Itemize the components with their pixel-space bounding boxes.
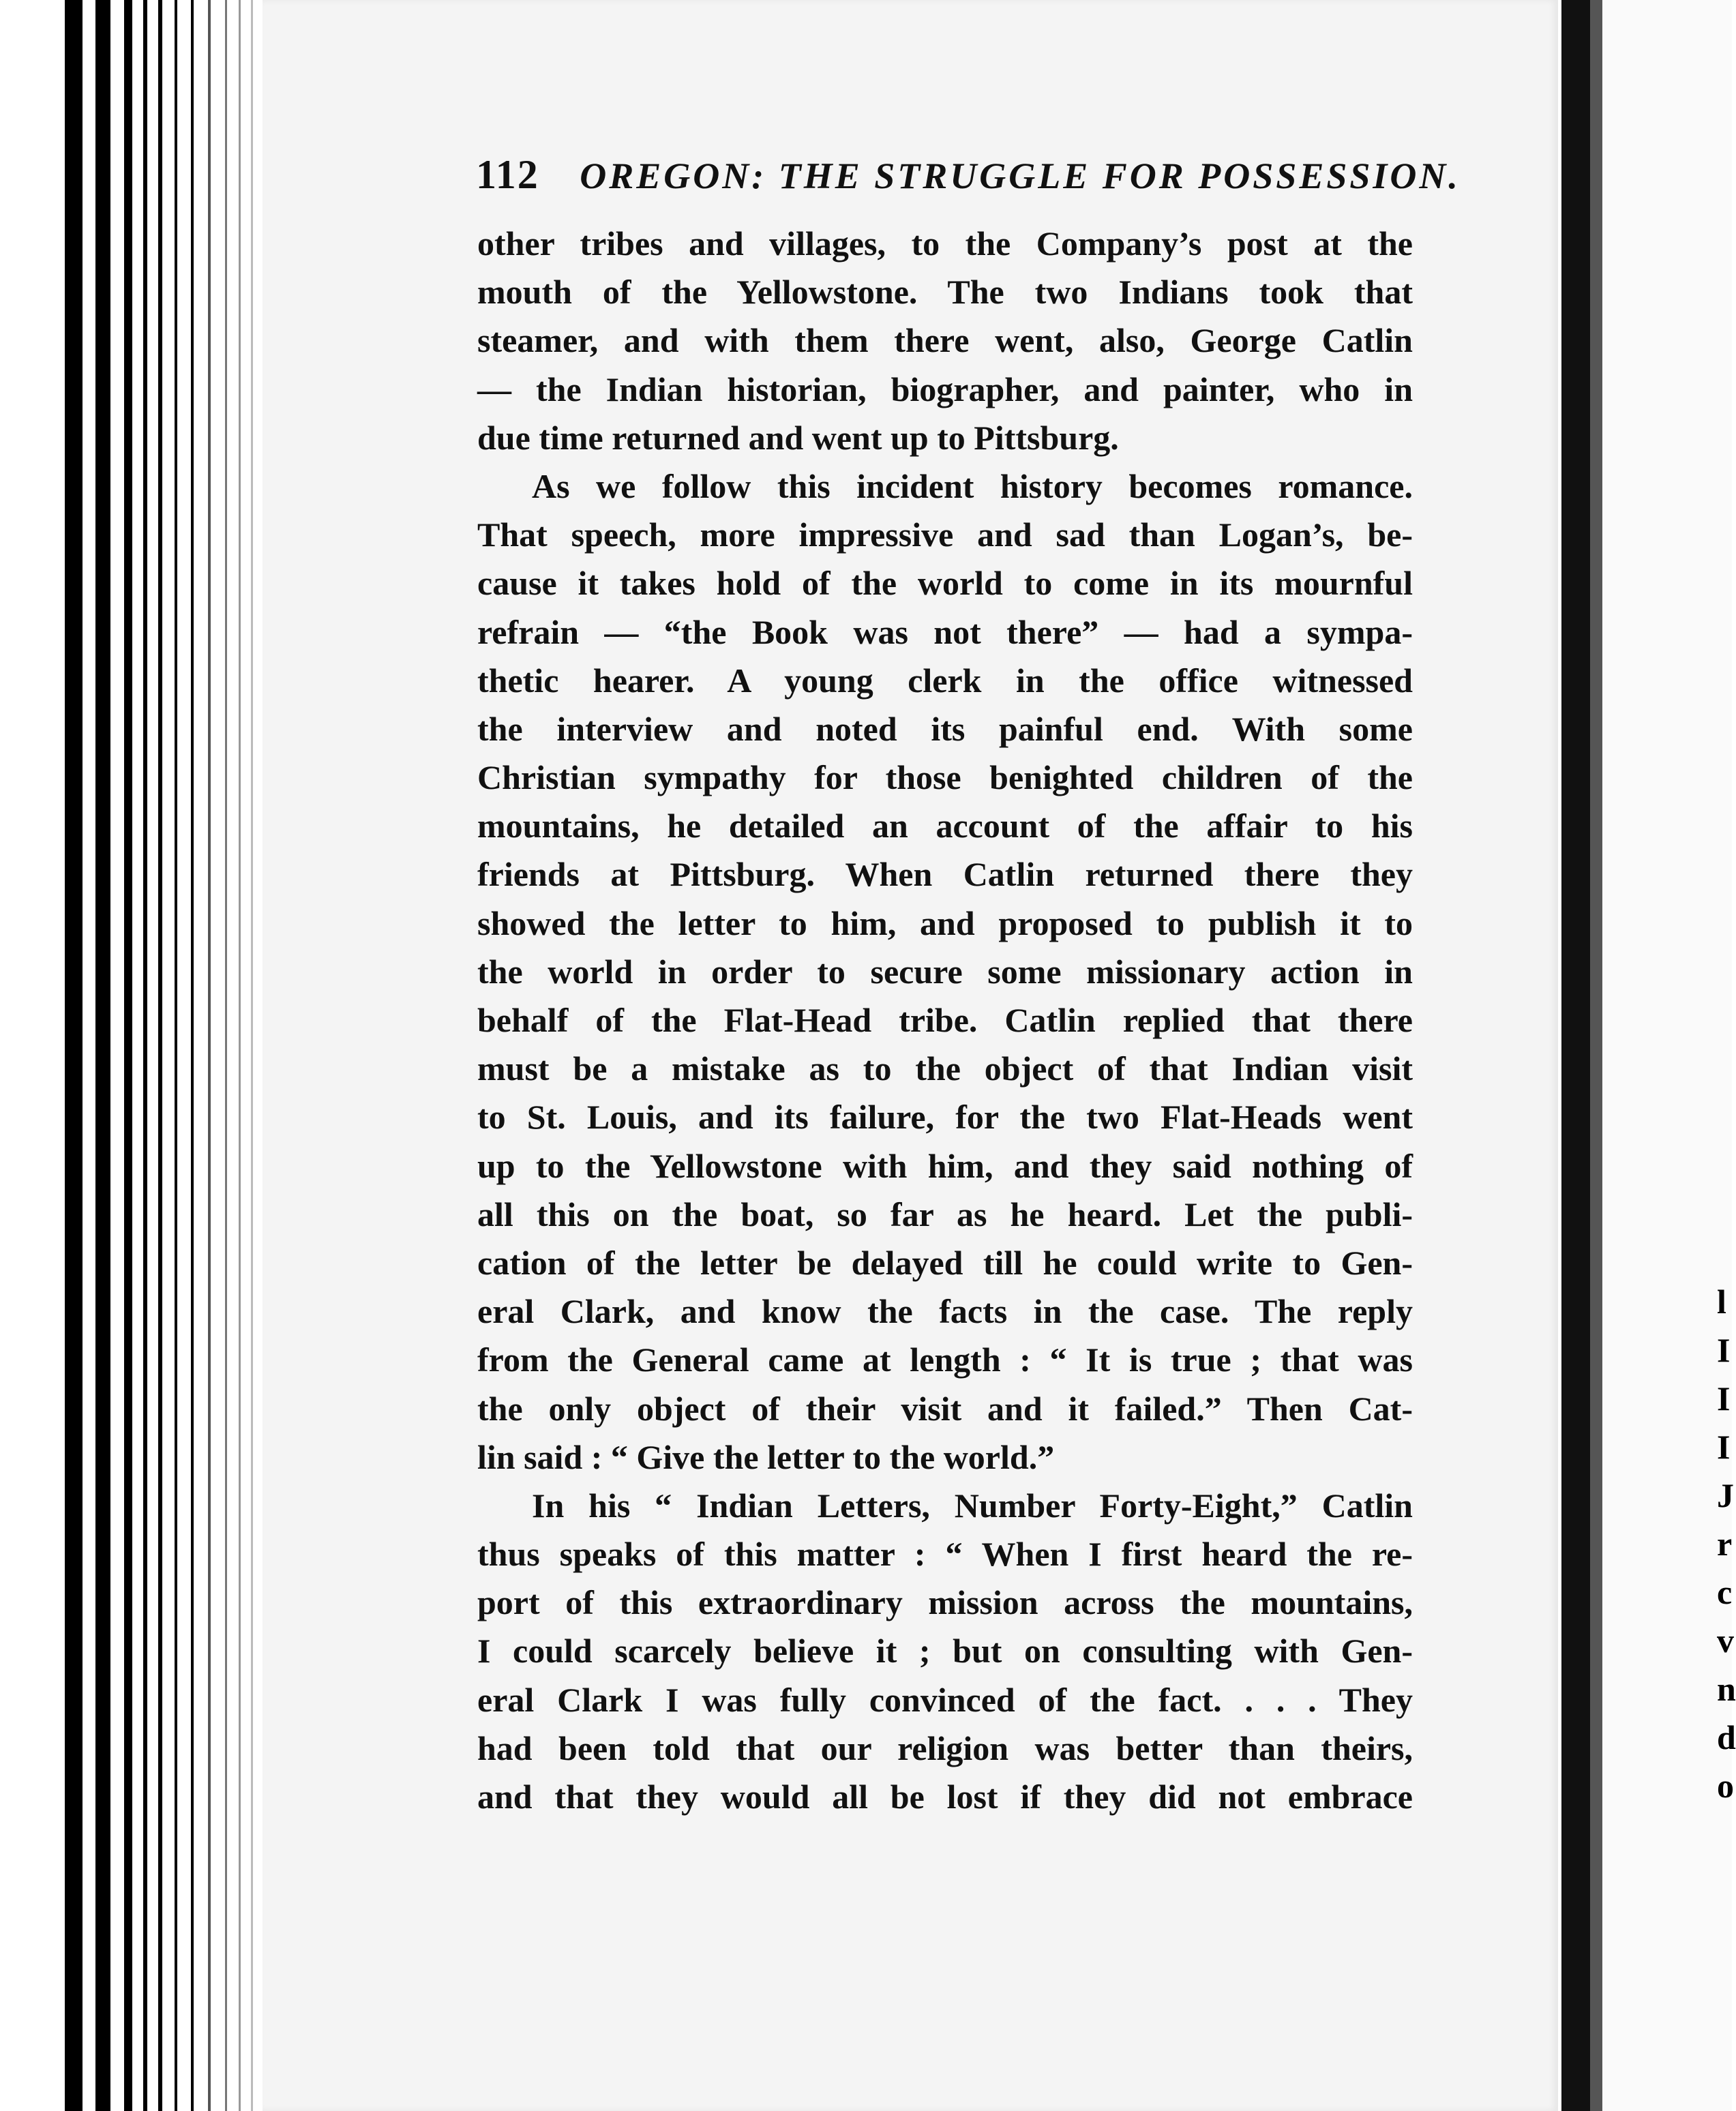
page-number: 112 — [476, 152, 539, 197]
text-line: and that they would all be lost if they did not embrace — [477, 1778, 1413, 1816]
text-line: showed the letter to him, and proposed to publish it to — [477, 903, 1413, 942]
text-line: all this on the boat, so far as he heard. Let the publi- — [477, 1195, 1413, 1233]
text-line: — the Indian historian, biographer, and painter, who in — [477, 370, 1413, 408]
text-line: That speech, more impressive and sad than Logan’s, be- — [477, 515, 1413, 554]
next-page-edge — [1602, 0, 1736, 2111]
next-page-fragment: I — [1717, 1331, 1731, 1369]
text-line: mouth of the Yellowstone. The two Indians took that — [477, 273, 1413, 312]
text-line: In his “ Indian Letters, Number Forty-Eight,” Catlin — [532, 1486, 1413, 1525]
text-line: the world in order to secure some missionary action in — [477, 952, 1413, 991]
text-line: refrain — “the Book was not there” — had a sympa- — [477, 612, 1413, 651]
next-page-fragment: I — [1717, 1379, 1731, 1418]
page-edges — [0, 0, 259, 2111]
text-line: mountains, he detailed an account of the affair to his — [477, 807, 1413, 845]
text-line: up to the Yellowstone with him, and they said nothing of — [477, 1146, 1413, 1185]
next-page-fragment: n — [1717, 1670, 1736, 1708]
next-page-fragment: J — [1717, 1476, 1734, 1514]
next-page-fragment: c — [1717, 1573, 1733, 1611]
next-page-fragment: l — [1717, 1283, 1726, 1321]
running-header — [476, 151, 1461, 198]
text-line: eral Clark I was fully convinced of the fact. . . . They — [477, 1680, 1413, 1719]
text-line: port of this extraordinary mission across the mountains, — [477, 1583, 1413, 1622]
text-line: the only object of their visit and it failed.” Then Cat- — [477, 1389, 1413, 1428]
book-spine — [1561, 0, 1590, 2111]
text-line: lin said : “ Give the letter to the world.” — [477, 1437, 1055, 1476]
text-line: the interview and noted its painful end. With some — [477, 709, 1413, 748]
text-line: to St. Louis, and its failure, for the two Flat-Heads went — [477, 1098, 1413, 1137]
text-line: due time returned and went up to Pittsburg. — [477, 418, 1119, 457]
running-title: OREGON: THE STRUGGLE FOR POSSESSION. — [580, 155, 1461, 196]
next-page-fragment: d — [1717, 1718, 1736, 1756]
text-line: eral Clark, and know the facts in the case. The reply — [477, 1292, 1413, 1331]
text-line: Christian sympathy for those benighted children of the — [477, 758, 1413, 797]
text-line: cation of the letter be delayed till he could write to Gen- — [477, 1243, 1413, 1282]
next-page-fragment: v — [1717, 1621, 1734, 1660]
text-line: thetic hearer. A young clerk in the office witnessed — [477, 661, 1413, 700]
text-line: cause it takes hold of the world to come in its mournful — [477, 564, 1413, 603]
next-page-fragment: I — [1717, 1428, 1731, 1466]
text-line: thus speaks of this matter : “ When I first heard the re- — [477, 1535, 1413, 1574]
text-line: had been told that our religion was better than theirs, — [477, 1728, 1413, 1767]
text-line: behalf of the Flat-Head tribe. Catlin replied that there — [477, 1001, 1413, 1039]
text-line: from the General came at length : “ It is true ; that was — [477, 1341, 1413, 1379]
text-line: must be a mistake as to the object of that Indian visit — [477, 1049, 1413, 1088]
next-page-fragment: o — [1717, 1767, 1734, 1805]
text-line: I could scarcely believe it ; but on consulting with Gen- — [477, 1632, 1413, 1671]
text-line: steamer, and with them there went, also, George Catlin — [477, 321, 1413, 360]
text-line: other tribes and villages, to the Company’s post at the — [477, 224, 1413, 263]
next-page-fragment: r — [1717, 1525, 1733, 1563]
text-line: As we follow this incident history becomes romance. — [532, 466, 1413, 505]
body-text — [477, 220, 1413, 1821]
text-line: friends at Pittsburg. When Catlin returned there they — [477, 855, 1413, 894]
